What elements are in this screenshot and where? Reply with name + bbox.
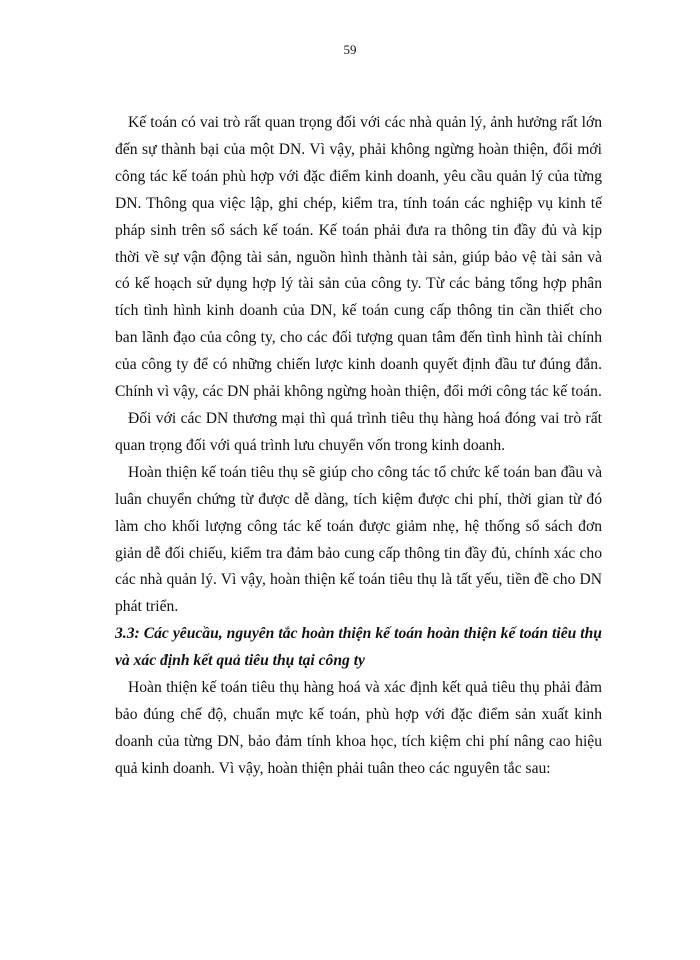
section-heading: 3.3: Các yêucầu, nguyên tắc hoàn thiện kế toán hoàn thiện kế toán tiêu thụ và xác định kết quả tiêu thụ tại công ty <box>115 625 602 670</box>
paragraph-trading-companies: Đối với các DN thương mại thì quá trình tiêu thụ hàng hoá đóng vai trò rất quan trọng đối với quá trình lưu chuyển vốn trong kinh doanh. <box>115 409 602 454</box>
paragraph-sales-accounting: Hoàn thiện kế toán tiêu thụ sẽ giúp cho công tác tổ chức kế toán ban đầu và luân chuyển chứng từ được dễ dàng, tích kiệm được chi phí, thời gian từ đó làm cho khối lượng công tác kế toán được giảm nhẹ, hệ thống sổ sách đơn giản dễ đối chiếu, kiểm tra đảm bảo cung cấp thông tin đầy đủ, chính xác cho các nhà quản lý. Vì vậy, hoàn thiện kế toán tiêu thụ là tất yếu, tiền đề cho DN phát triển. <box>115 463 602 616</box>
document-body <box>115 110 602 783</box>
paragraph-accounting-role: Kế toán có vai trò rất quan trọng đối với các nhà quản lý, ảnh hưởng rất lớn đến sự thành bại của một DN. Vì vậy, phải không ngừng hoàn thiện, đổi mới công tác kế toán phù hợp với đặc điểm kinh doanh, yêu cầu quản lý của từng DN. Thông qua việc lập, ghi chép, kiểm tra, tính toán các nghiệp vụ kinh tế pháp sinh trên sổ sách kế toán. Kế toán phải đưa ra thông tin đầy đủ và kịp thời về sự vận động tài sản, nguồn hình thành tài sản, giúp bảo vệ tài sản và có kế hoạch sử dụng hợp lý tài sản của công ty. Từ các bảng tổng hợp phân tích tình hình kinh doanh của DN, kế toán cung cấp thông tin cần thiết cho ban lãnh đạo của công ty, cho các đối tượng quan tâm đến tình hình tài chính của công ty để có những chiến lược kinh doanh quyết định đầu tư đúng đắn. Chính vì vậy, các DN phải không ngừng hoàn thiện, đổi mới công tác kế toán. <box>115 114 602 401</box>
page-number: 59 <box>343 42 357 57</box>
paragraph-principles-intro: Hoàn thiện kế toán tiêu thụ hàng hoá và xác định kết quả tiêu thụ phải đảm bảo đúng chế độ, chuẩn mực kế toán, phù hợp với đặc điểm sản xuất kinh doanh của từng DN, bảo đảm tính khoa học, tích kiệm chi phí nâng cao hiệu quả kinh doanh. Vì vậy, hoàn thiện phải tuân theo các nguyên tắc sau: <box>115 679 602 777</box>
